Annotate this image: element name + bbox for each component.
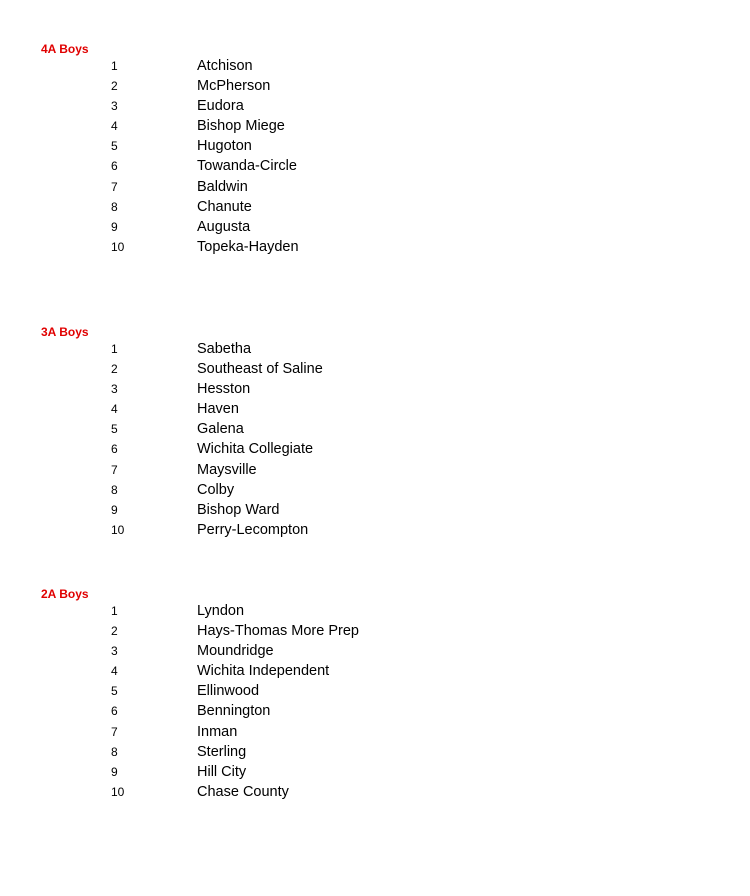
school-name: Chase County: [197, 783, 289, 800]
rank-number: 5: [111, 422, 118, 437]
school-name: Bishop Miege: [197, 118, 285, 135]
school-name: Topeka-Hayden: [197, 238, 299, 255]
ranking-list: [0, 602, 750, 803]
rank-number: 5: [111, 684, 118, 699]
rank-number: 2: [111, 79, 118, 94]
school-name: Wichita Independent: [197, 663, 330, 680]
ranking-list: [0, 340, 750, 541]
ranking-row: [0, 783, 750, 803]
ranking-row: [0, 238, 750, 258]
ranking-row: [0, 501, 750, 521]
ranking-row: [0, 380, 750, 400]
ranking-row: [0, 360, 750, 380]
ranking-row: [0, 702, 750, 722]
school-name: Augusta: [197, 218, 251, 235]
rank-number: 6: [111, 442, 118, 457]
school-name: Hesston: [197, 381, 251, 398]
rank-number: 3: [111, 644, 118, 659]
rank-number: 1: [111, 59, 118, 73]
ranking-row: [0, 642, 750, 662]
rank-number: 2: [111, 624, 118, 639]
school-name: Wichita Collegiate: [197, 441, 314, 458]
ranking-row: [0, 340, 750, 360]
school-name: Eudora: [197, 98, 244, 115]
school-name: Hill City: [197, 763, 247, 780]
school-name: Ellinwood: [197, 683, 260, 700]
rank-number: 9: [111, 764, 118, 779]
ranking-row: [0, 481, 750, 501]
section-title: 3A Boys: [41, 325, 89, 339]
school-name: Southeast of Saline: [197, 361, 323, 378]
school-name: Lyndon: [197, 603, 245, 619]
school-name: Bishop Ward: [197, 501, 280, 518]
ranking-row: [0, 97, 750, 117]
rank-number: 4: [111, 664, 118, 679]
rank-number: 4: [111, 119, 118, 134]
school-name: Colby: [197, 481, 235, 498]
ranking-row: [0, 198, 750, 218]
rank-number: 7: [111, 179, 118, 194]
rank-number: 10: [111, 784, 125, 799]
rank-number: 9: [111, 219, 118, 234]
school-name: Bennington: [197, 703, 271, 720]
school-name: Hugoton: [197, 138, 252, 155]
school-name: Chanute: [197, 198, 252, 215]
rank-number: 1: [111, 342, 118, 356]
school-name: Baldwin: [197, 178, 248, 195]
school-name: McPherson: [197, 78, 271, 95]
rank-number: 7: [111, 724, 118, 739]
rank-number: 8: [111, 744, 118, 759]
ranking-row: [0, 723, 750, 743]
school-name: Haven: [197, 401, 239, 418]
rank-number: 10: [111, 522, 125, 537]
ranking-row: [0, 602, 750, 622]
rank-number: 6: [111, 159, 118, 174]
rank-number: 3: [111, 99, 118, 114]
ranking-row: [0, 682, 750, 702]
rank-number: 8: [111, 199, 118, 214]
ranking-row: [0, 117, 750, 137]
rank-number: 6: [111, 704, 118, 719]
ranking-row: [0, 218, 750, 238]
ranking-row: [0, 622, 750, 642]
ranking-row: [0, 743, 750, 763]
rank-number: 8: [111, 482, 118, 497]
rank-number: 5: [111, 139, 118, 154]
ranking-row: [0, 440, 750, 460]
ranking-row: [0, 137, 750, 157]
school-name: Sterling: [197, 743, 247, 760]
ranking-row: [0, 521, 750, 541]
school-name: Atchison: [197, 58, 253, 74]
ranking-row: [0, 763, 750, 783]
ranking-row: [0, 157, 750, 177]
ranking-row: [0, 77, 750, 97]
ranking-row: [0, 400, 750, 420]
school-name: Sabetha: [197, 341, 252, 357]
school-name: Towanda-Circle: [197, 158, 297, 175]
school-name: Maysville: [197, 461, 257, 478]
section-title: 4A Boys: [41, 42, 89, 56]
ranking-row: [0, 662, 750, 682]
rank-number: 10: [111, 239, 125, 254]
ranking-row: [0, 420, 750, 440]
section-title: 2A Boys: [41, 587, 89, 601]
ranking-row: [0, 178, 750, 198]
rank-number: 1: [111, 604, 118, 618]
rank-number: 2: [111, 362, 118, 377]
school-name: Perry-Lecompton: [197, 521, 309, 538]
ranking-row: [0, 57, 750, 77]
rank-number: 3: [111, 382, 118, 397]
school-name: Hays-Thomas More Prep: [197, 623, 359, 640]
school-name: Moundridge: [197, 643, 274, 660]
ranking-list: [0, 57, 750, 258]
rank-number: 7: [111, 462, 118, 477]
school-name: Inman: [197, 723, 238, 740]
rank-number: 9: [111, 502, 118, 517]
ranking-row: [0, 461, 750, 481]
school-name: Galena: [197, 421, 244, 438]
rank-number: 4: [111, 402, 118, 417]
